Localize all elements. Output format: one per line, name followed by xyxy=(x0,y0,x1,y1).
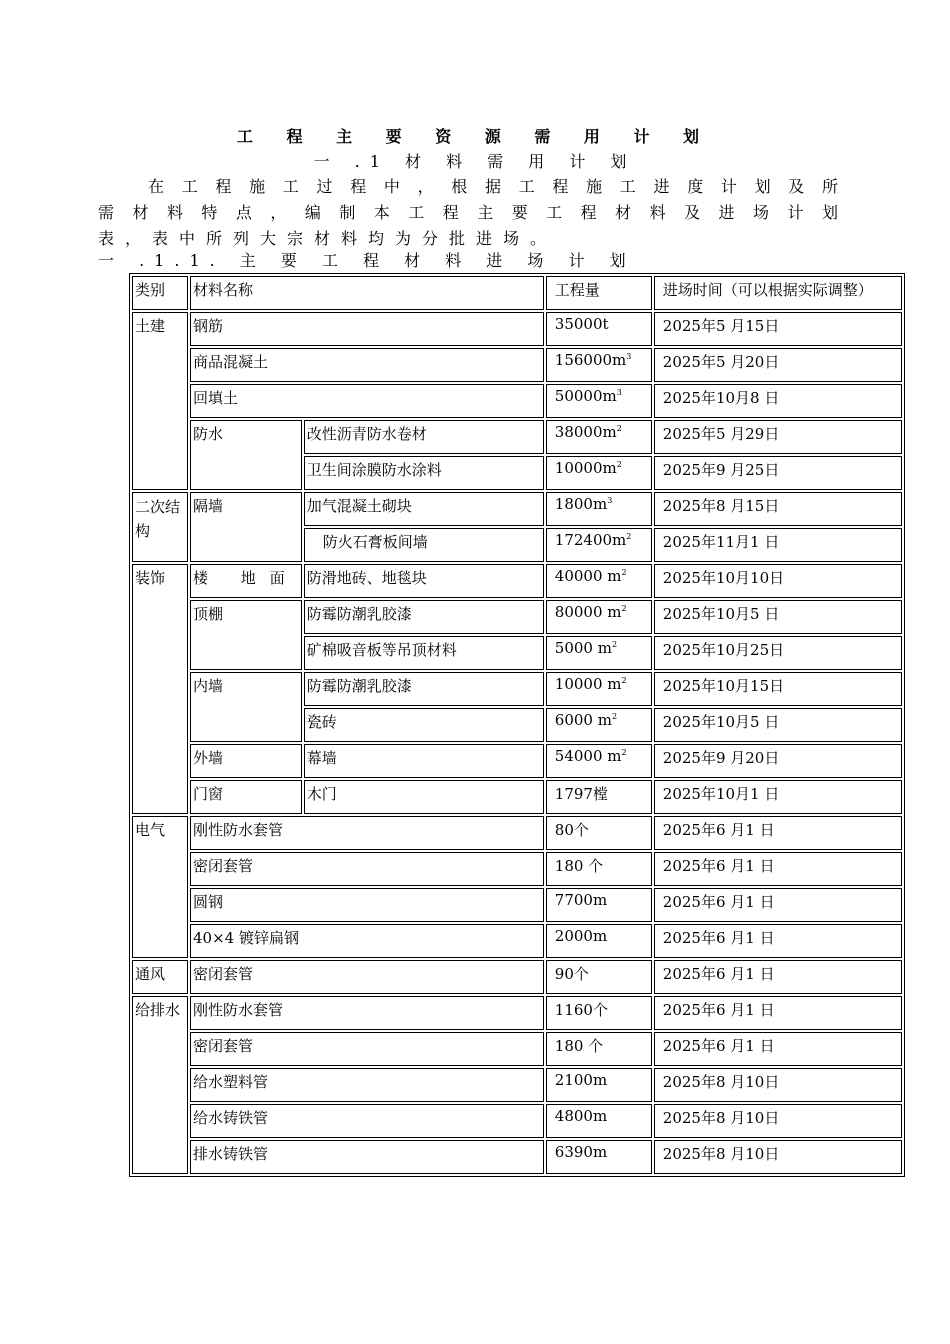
time-cell: 2025年8 月15日 xyxy=(654,492,902,526)
quantity-cell: $1800m^3$ xyxy=(546,492,652,526)
quantity-cell: 80个 xyxy=(546,816,652,850)
quantity-cell: 10000 $m^2$ xyxy=(546,672,652,706)
quantity-cell: $156000m^3$ xyxy=(546,348,652,382)
header-name: 材料名称 xyxy=(190,276,544,310)
intro-line-1: 在工程施工过程中，根据工程施工进度计划及所 xyxy=(148,177,838,196)
time-cell: 2025年9 月25日 xyxy=(654,456,902,490)
category-cell: 二次结构 xyxy=(132,492,188,562)
quantity-cell: 4800m xyxy=(546,1104,652,1138)
material-name: 排水铸铁管 xyxy=(190,1140,544,1174)
time-cell: 2025年8 月10日 xyxy=(654,1068,902,1102)
time-cell: 2025年5 月15日 xyxy=(654,312,902,346)
quantity-cell: 6390m xyxy=(546,1140,652,1174)
time-cell: 2025年6 月1 日 xyxy=(654,924,902,958)
material-name: 回填土 xyxy=(190,384,544,418)
table-row xyxy=(132,852,902,886)
material-name: 圆钢 xyxy=(190,888,544,922)
time-cell: 2025年10月8 日 xyxy=(654,384,902,418)
table-row xyxy=(132,1140,902,1174)
table-row xyxy=(132,600,902,634)
category-cell: 电气 xyxy=(132,816,188,958)
time-cell: 2025年10月5 日 xyxy=(654,600,902,634)
quantity-cell: 7700m xyxy=(546,888,652,922)
time-cell: 2025年5 月29日 xyxy=(654,420,902,454)
table-row xyxy=(132,312,902,346)
time-cell: 2025年6 月1 日 xyxy=(654,852,902,886)
time-cell: 2025年6 月1 日 xyxy=(654,1032,902,1066)
quantity-cell: 35000t xyxy=(546,312,652,346)
material-name: 瓷砖 xyxy=(304,708,544,742)
table-header-row xyxy=(132,276,902,310)
section-heading: 一 .1.1. 主 要 工 程 材 料 进 场 计 划 xyxy=(98,251,636,270)
time-cell: 2025年9 月20日 xyxy=(654,744,902,778)
quantity-cell: 5000 $m^2$ xyxy=(546,636,652,670)
material-name: 改性沥青防水卷材 xyxy=(304,420,544,454)
intro-line-2: 需材料特点，编制本工程主要工程材料及进场计划 xyxy=(98,203,838,222)
material-name: 40×4 镀锌扁钢 xyxy=(190,924,544,958)
table-row xyxy=(132,816,902,850)
header-category: 类别 xyxy=(132,276,188,310)
time-cell: 2025年5 月20日 xyxy=(654,348,902,382)
material-name: 刚性防水套管 xyxy=(190,996,544,1030)
table-row xyxy=(132,420,902,454)
quantity-cell: $172400m^2$ xyxy=(546,528,652,562)
quantity-cell: 40000 $m^2$ xyxy=(546,564,652,598)
subcategory-cell: 楼 地面 xyxy=(190,564,302,598)
table-row xyxy=(132,960,902,994)
subcategory-cell: 内墙 xyxy=(190,672,302,742)
table-row xyxy=(132,996,902,1030)
time-cell: 2025年6 月1 日 xyxy=(654,816,902,850)
quantity-cell: 90个 xyxy=(546,960,652,994)
table-row xyxy=(132,744,902,778)
material-name: 卫生间涂膜防水涂料 xyxy=(304,456,544,490)
quantity-cell: 1160个 xyxy=(546,996,652,1030)
page-subtitle: 一 .1 材 料 需 用 计 划 xyxy=(313,152,637,171)
quantity-cell: 2000m xyxy=(546,924,652,958)
intro-line-3: 表，表中所列大宗材料均为分批进场。 xyxy=(98,229,558,248)
table-row xyxy=(132,384,902,418)
table-row xyxy=(132,1104,902,1138)
material-table xyxy=(129,273,905,1177)
time-cell: 2025年11月1 日 xyxy=(654,528,902,562)
subcategory-cell: 隔墙 xyxy=(190,492,302,562)
quantity-cell: 6000 $m^2$ xyxy=(546,708,652,742)
material-name: 给水铸铁管 xyxy=(190,1104,544,1138)
quantity-cell: 2100m xyxy=(546,1068,652,1102)
page-title: 工 程 主 要 资 源 需 用 计 划 xyxy=(236,127,714,146)
time-cell: 2025年6 月1 日 xyxy=(654,888,902,922)
time-cell: 2025年10月25日 xyxy=(654,636,902,670)
time-cell: 2025年6 月1 日 xyxy=(654,960,902,994)
table-row xyxy=(132,348,902,382)
header-time: 进场时间（可以根据实际调整） xyxy=(654,276,902,310)
subcategory-cell: 门窗 xyxy=(190,780,302,814)
quantity-cell: $38000m^2$ xyxy=(546,420,652,454)
material-name: 刚性防水套管 xyxy=(190,816,544,850)
category-cell: 土建 xyxy=(132,312,188,490)
table-row xyxy=(132,780,902,814)
time-cell: 2025年8 月10日 xyxy=(654,1140,902,1174)
table-row xyxy=(132,1032,902,1066)
category-cell: 装饰 xyxy=(132,564,188,814)
material-name: 木门 xyxy=(304,780,544,814)
subcategory-cell: 外墙 xyxy=(190,744,302,778)
subcategory-cell: 防水 xyxy=(190,420,302,490)
time-cell: 2025年8 月10日 xyxy=(654,1104,902,1138)
material-name: 防滑地砖、地毯块 xyxy=(304,564,544,598)
quantity-cell: $50000m^3$ xyxy=(546,384,652,418)
material-name: 密闭套管 xyxy=(190,852,544,886)
table-row xyxy=(132,672,902,706)
material-name: 给水塑料管 xyxy=(190,1068,544,1102)
subcategory-cell: 顶棚 xyxy=(190,600,302,670)
time-cell: 2025年10月5 日 xyxy=(654,708,902,742)
table-row xyxy=(132,888,902,922)
time-cell: 2025年6 月1 日 xyxy=(654,996,902,1030)
quantity-cell: $10000m^2$ xyxy=(546,456,652,490)
category-cell: 通风 xyxy=(132,960,188,994)
material-name: 钢筋 xyxy=(190,312,544,346)
table-row xyxy=(132,924,902,958)
material-name: 商品混凝土 xyxy=(190,348,544,382)
category-cell: 给排水 xyxy=(132,996,188,1174)
material-name: 幕墙 xyxy=(304,744,544,778)
material-name: 防霉防潮乳胶漆 xyxy=(304,672,544,706)
quantity-cell: 180 个 xyxy=(546,1032,652,1066)
time-cell: 2025年10月1 日 xyxy=(654,780,902,814)
quantity-cell: 54000 $m^2$ xyxy=(546,744,652,778)
table-row xyxy=(132,1068,902,1102)
material-name: 防火石膏板间墙 xyxy=(304,528,544,562)
material-name: 加气混凝土砌块 xyxy=(304,492,544,526)
quantity-cell: 1797樘 xyxy=(546,780,652,814)
time-cell: 2025年10月15日 xyxy=(654,672,902,706)
material-name: 密闭套管 xyxy=(190,1032,544,1066)
table-row xyxy=(132,492,902,526)
time-cell: 2025年10月10日 xyxy=(654,564,902,598)
quantity-cell: 180 个 xyxy=(546,852,652,886)
material-name: 矿棉吸音板等吊顶材料 xyxy=(304,636,544,670)
table-row xyxy=(132,564,902,598)
material-name: 防霉防潮乳胶漆 xyxy=(304,600,544,634)
quantity-cell: 80000 $m^2$ xyxy=(546,600,652,634)
header-quantity: 工程量 xyxy=(546,276,652,310)
material-name: 密闭套管 xyxy=(190,960,544,994)
